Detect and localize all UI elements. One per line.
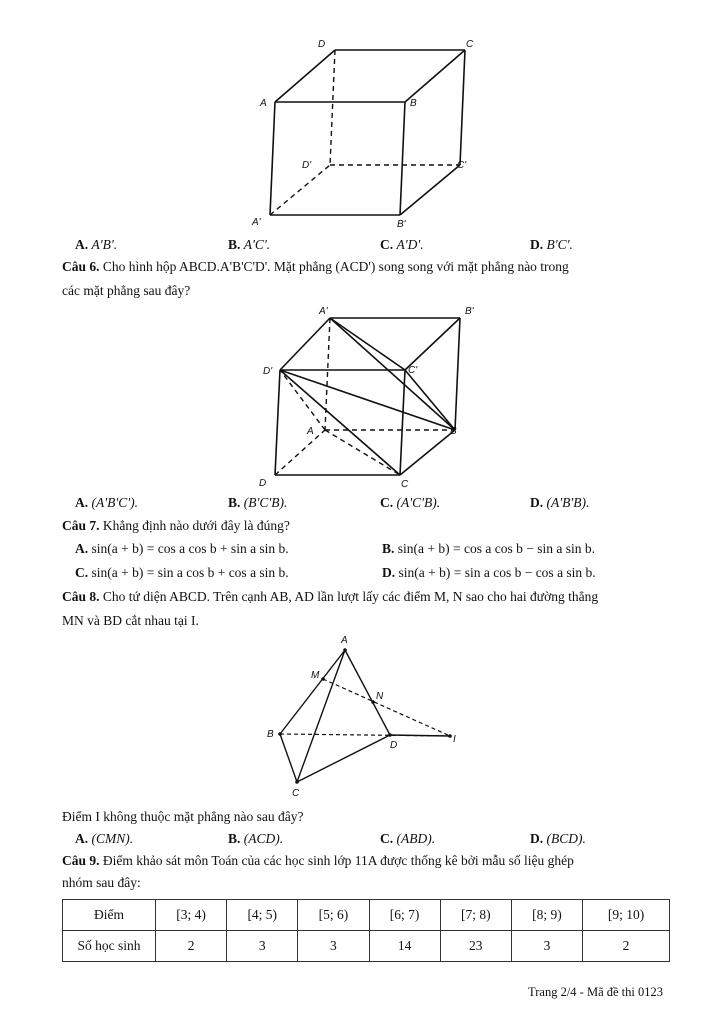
q5-label-D1: D' xyxy=(302,160,312,171)
q6-label-A: A xyxy=(307,426,314,437)
q8-label-M: M xyxy=(311,670,320,681)
q6-option-c[interactable]: C. (A'C'B). xyxy=(380,495,441,510)
q6-label-D1: D' xyxy=(263,366,273,377)
q6-label: Câu 6. xyxy=(62,259,100,274)
q5-label-A: A xyxy=(260,98,267,109)
q7-text: Khẳng định nào dưới đây là đúng? xyxy=(102,518,290,533)
table-row xyxy=(63,931,670,962)
q6-option-b[interactable]: B. (B'C'B). xyxy=(228,495,288,510)
q5-box-figure xyxy=(240,35,490,235)
q7-option-b[interactable]: B. sin(a + b) = cos a cos b − sin a sin b. xyxy=(382,541,595,556)
q6-label-C: C xyxy=(401,479,409,490)
q6-option-a[interactable]: A. (A'B'C'). xyxy=(75,495,139,510)
q6-option-d[interactable]: D. (A'B'B). xyxy=(530,495,590,510)
q6-stem-line2: các mặt phẳng sau đây? xyxy=(62,283,191,298)
table-cell: 2 xyxy=(156,931,227,962)
q8-tetrahedron-figure xyxy=(255,632,470,802)
q8-label-A: A xyxy=(341,635,348,646)
q5-option-c[interactable]: C. A'D'. xyxy=(380,237,424,252)
q7-option-c[interactable]: C. sin(a + b) = sin a cos b + cos a sin b. xyxy=(75,565,289,580)
table-cell: 14 xyxy=(369,931,440,962)
table-cell: 3 xyxy=(511,931,582,962)
table-cell: 3 xyxy=(298,931,369,962)
table-cell: [4; 5) xyxy=(227,900,298,931)
q8-question: Điểm I không thuộc mặt phẳng nào sau đây? xyxy=(62,809,304,824)
q8-text: Cho tứ diện ABCD. Trên cạnh AB, AD lần lượt lấy các điểm M, N sao cho hai đường thẳng xyxy=(102,589,599,604)
q9-score-table xyxy=(62,899,670,962)
table-header-label: Điểm xyxy=(63,900,156,931)
table-cell: [7; 8) xyxy=(440,900,511,931)
q5-label-B1: B' xyxy=(397,219,406,230)
q8-label-C: C xyxy=(292,788,300,799)
q6-label-D: D xyxy=(259,478,267,489)
table-cell: [6; 7) xyxy=(369,900,440,931)
q8-label: Câu 8. xyxy=(62,589,100,604)
q5-option-d[interactable]: D. B'C'. xyxy=(530,237,573,252)
table-cell: [9; 10) xyxy=(583,900,670,931)
q5-label-B: B xyxy=(410,98,417,109)
q6-label-B1: B' xyxy=(465,306,474,317)
q5-option-a[interactable]: A. A'B'. xyxy=(75,237,118,252)
q9-stem-line2: nhóm sau đây: xyxy=(62,875,141,890)
q5-label-D: D xyxy=(318,39,326,50)
q8-option-c[interactable]: C. (ABD). xyxy=(380,831,436,846)
q5-label-C1: C' xyxy=(457,160,467,171)
table-cell: [3; 4) xyxy=(156,900,227,931)
table-cell: [8; 9) xyxy=(511,900,582,931)
q6-label-C1: C' xyxy=(408,365,418,376)
q8-option-b[interactable]: B. (ACD). xyxy=(228,831,284,846)
q8-label-N: N xyxy=(376,691,384,702)
q5-label-A1: A' xyxy=(252,217,261,228)
q7-stem xyxy=(62,518,290,534)
q5-option-b[interactable]: B. A'C'. xyxy=(228,237,271,252)
q6-label-B: B xyxy=(450,426,457,437)
table-cell: 2 xyxy=(583,931,670,962)
q7-option-d[interactable]: D. sin(a + b) = sin a cos b − cos a sin b. xyxy=(382,565,596,580)
table-row xyxy=(63,900,670,931)
q6-stem-line1 xyxy=(62,259,569,275)
q9-stem-line1 xyxy=(62,853,574,869)
q8-stem-line2: MN và BD cắt nhau tại I. xyxy=(62,613,199,628)
q9-label: Câu 9. xyxy=(62,853,100,868)
q6-box-figure xyxy=(245,300,495,495)
q7-label: Câu 7. xyxy=(62,518,100,533)
q5-label-C: C xyxy=(466,39,474,50)
q8-option-d[interactable]: D. (BCD). xyxy=(530,831,586,846)
table-row-label: Số học sinh xyxy=(63,931,156,962)
q8-option-a[interactable]: A. (CMN). xyxy=(75,831,134,846)
q6-label-A1: A' xyxy=(319,306,328,317)
q7-option-a[interactable]: A. sin(a + b) = cos a cos b + sin a sin b. xyxy=(75,541,289,556)
q9-text: Điểm khảo sát môn Toán của các học sinh lớp 11A được thống kê bởi mẫu số liệu ghép xyxy=(102,853,574,868)
q8-label-B: B xyxy=(267,729,274,740)
table-cell: 3 xyxy=(227,931,298,962)
q8-label-I: I xyxy=(453,734,456,745)
table-cell: [5; 6) xyxy=(298,900,369,931)
q8-label-D: D xyxy=(390,740,398,751)
q8-stem-line1 xyxy=(62,589,598,605)
page-footer: Trang 2/4 - Mã đề thi 0123 xyxy=(528,985,663,999)
table-cell: 23 xyxy=(440,931,511,962)
q6-text: Cho hình hộp ABCD.A'B'C'D'. Mặt phẳng (ACD') song song với mặt phẳng nào trong xyxy=(102,259,569,274)
